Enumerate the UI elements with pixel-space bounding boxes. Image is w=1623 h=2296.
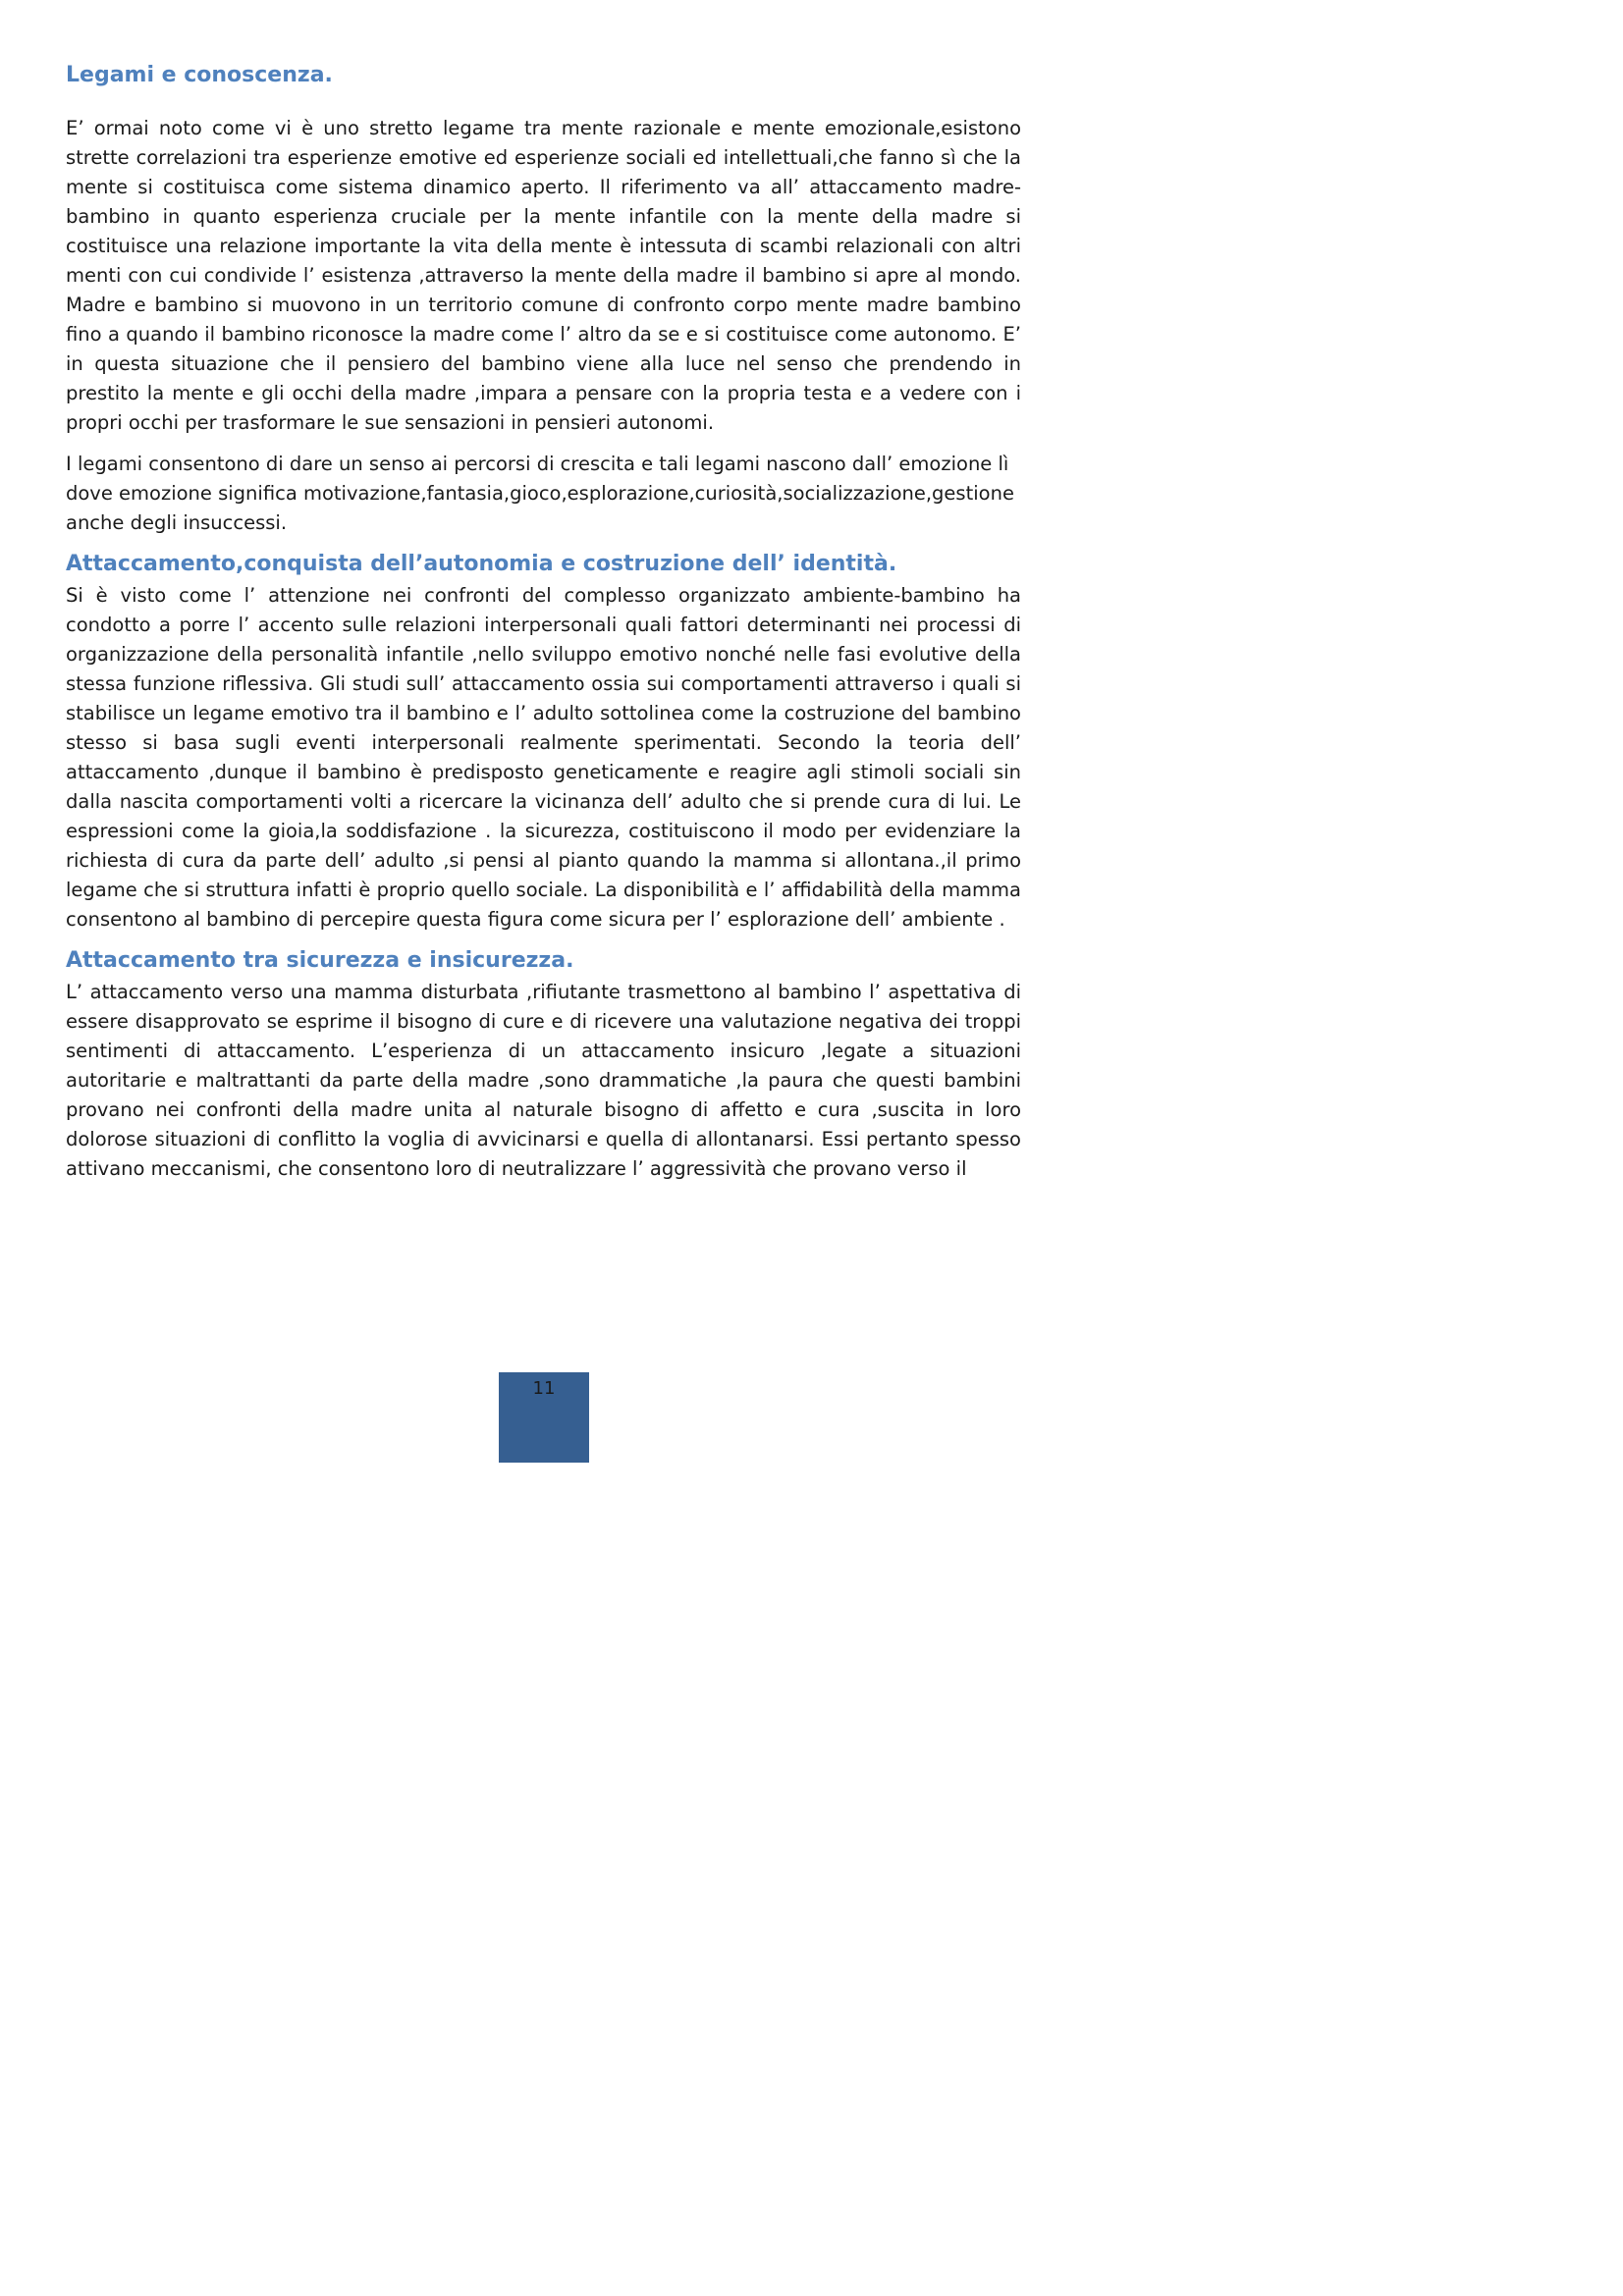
paragraph-attaccamento-autonomia: Si è visto come l’ attenzione nei confronti del complesso organizzato ambiente-bambino ha condotto a porre l’ accento sulle relazioni interpersonali quali fattori determinanti nei processi di organizzazione della personalità infantile ,nello sviluppo emotivo nonché nelle fasi evolutive della stessa funzione riflessiva. Gli studi sull’ attaccamento ossia sui comportamenti attraverso i quali si stabilisce un legame emotivo tra il bambino e l’ adulto sottolinea come la costruzione del bambino stesso si basa sugli eventi interpersonali realmente sperimentati. Secondo la teoria dell’ attaccamento ,dunque il bambino è predisposto geneticamente e reagire agli stimoli sociali sin dalla nascita comportamenti volti a ricercare la vicinanza dell’ adulto che si prende cura di lui. Le espressioni come la gioia,la soddisfazione . la sicurezza, costituiscono il modo per evidenziare la richiesta di cura da parte dell’ adulto ,si pensi al pianto quando la mamma si allontana.,il primo legame che si struttura infatti è proprio quello sociale. La disponibilità e l’ affidabilità della mamma consentono al bambino di percepire questa figura come sicura per l’ esplorazione dell’ ambiente . [66, 584, 1021, 931]
paragraph-legami-2: I legami consentono di dare un senso ai percorsi di crescita e tali legami nascono dall’ emozione lì dove emozione significa motivazione,fantasia,gioco,esplorazione,curiosità,socializzazione,gestione anche degli insuccessi. [66, 453, 1014, 534]
page-content [66, 61, 1021, 1184]
section-heading-attaccamento-autonomia: Attaccamento,conquista dell’autonomia e costruzione dell’ identità. [66, 552, 897, 576]
section-heading-sicurezza-insicurezza: Attaccamento tra sicurezza e insicurezza. [66, 948, 574, 973]
section-heading-legami: Legami e conoscenza. [66, 63, 333, 87]
page-number: 11 [499, 1372, 589, 1463]
paragraph-legami-1: E’ ormai noto come vi è uno stretto legame tra mente razionale e mente emozionale,esistono strette correlazioni tra esperienze emotive ed esperienze sociali ed intellettuali,che fanno sì che la mente si costituisca come sistema dinamico aperto. Il riferimento va all’ attaccamento madre- bambino in quanto esperienza cruciale per la mente infantile con la mente della madre si costituisce una relazione importante la vita della mente è intessuta di scambi relazionali con altri menti con cui condivide l’ esistenza ,attraverso la mente della madre il bambino si apre al mondo. Madre e bambino si muovono in un territorio comune di confronto corpo mente madre bambino fino a quando il bambino riconosce la madre come l’ altro da se e si costituisce come autonomo. E’ in questa situazione che il pensiero del bambino viene alla luce nel senso che prendendo in prestito la mente e gli occhi della madre ,impara a pensare con la propria testa e a vedere con i propri occhi per trasformare le sue sensazioni in pensieri autonomi. [66, 117, 1021, 434]
paragraph-sicurezza-insicurezza: L’ attaccamento verso una mamma disturbata ,rifiutante trasmettono al bambino l’ aspettativa di essere disapprovato se esprime il bisogno di cure e di ricevere una valutazione negativa dei troppi sentimenti di attaccamento. L’esperienza di un attaccamento insicuro ,legate a situazioni autoritarie e maltrattanti da parte della madre ,sono drammatiche ,la paura che questi bambini provano nei confronti della madre unita al naturale bisogno di affetto e cura ,suscita in loro dolorose situazioni di conflitto la voglia di avvicinarsi e quella di allontanarsi. Essi pertanto spesso attivano meccanismi, che consentono loro di neutralizzare l’ aggressività che provano verso il [66, 981, 1021, 1180]
